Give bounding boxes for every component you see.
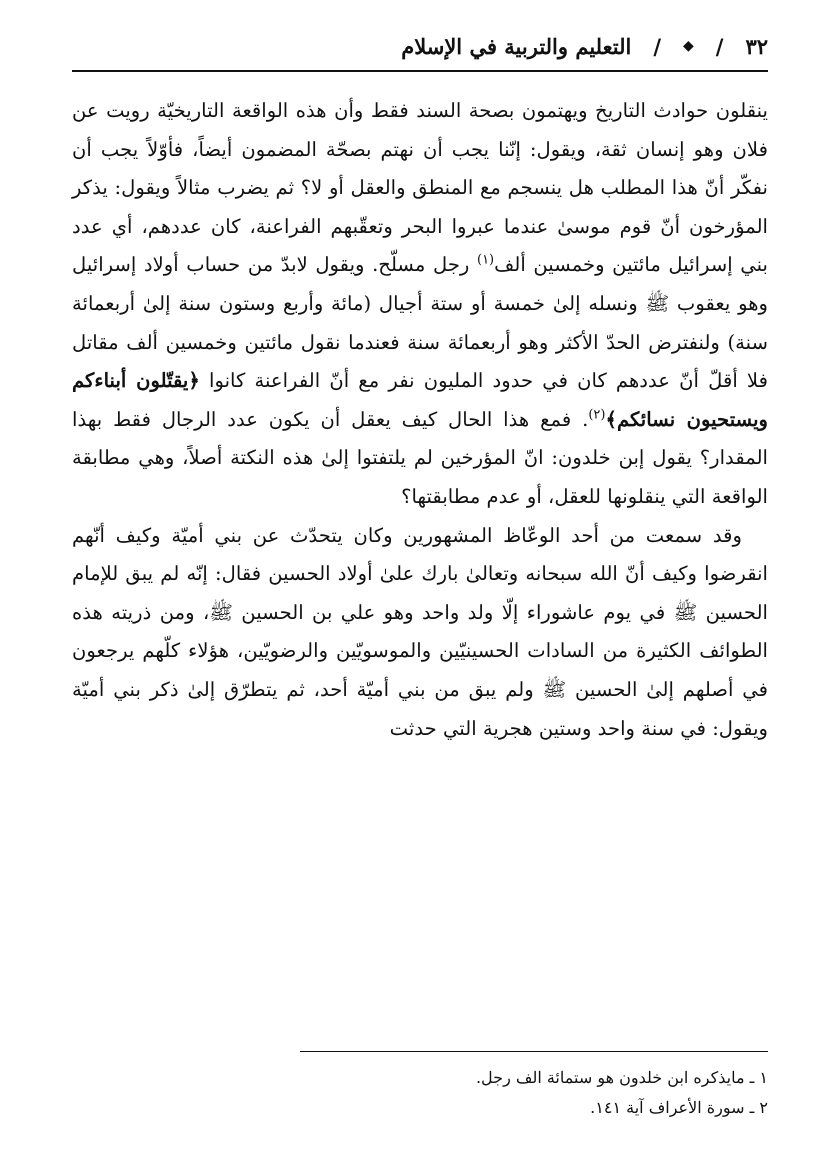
footnotes (72, 1063, 768, 1123)
page-number: ٣٢ (745, 33, 768, 59)
main-text (72, 92, 768, 748)
header-separator: / (653, 33, 661, 59)
text-run: ينقلون حوادث التاريخ ويهتمون بصحة السند فقط وأن هذه الواقعة التاريخيّة رويت عن فلان وهو إنسان ثقة، ويقول: إنّنا يجب أن نهتم بصحّة المضمون أيضاً، فأوّلاً يجب أن نفكّر أنّ هذا المطلب هل ينسجم مع المنطق والعقل أو لا؟ ثم يضرب مثالاً ويقول: يذكر المؤرخون أنّ قوم موسىٰ عندما عبروا البحر وتعقّبهم الفراعنة، كان عددهم، أي عدد بني إسرائيل مائتين وخمسين ألف (72, 99, 768, 277)
footnote-ref: (٢) (588, 407, 606, 423)
text-run: رجل مسلّح. ويقول لابدّ من حساب أولاد إسرائيل وهو يعقوب ﷺ ونسله إلىٰ خمسة أو ستة أجيال (مائة وأربع وستون سنة إلىٰ أربعمائة سنة) ولنفترض الحدّ الأكثر وهو أربعمائة سنة فعندما نقول مائتين وخمسين ألف مقاتل فلا أقلّ أنّ عددهم كان في حدود المليون نفر مع أنّ الفراعنة كانوا (72, 253, 768, 393)
book-title: التعليم والتربية في الإسلام (401, 33, 632, 59)
diamond-ornament-icon: ◆ (682, 38, 694, 54)
quran-quote: ﴿يقتّلون أبناءكم ويستحيون نسائكم﴾ (72, 369, 769, 431)
footnote: ١ ـ مايذكره ابن خلدون هو ستمائة الف رجل. (475, 1068, 768, 1087)
text-run: . فمع هذا الحال كيف يعقل أن يكون عدد الرجال فقط بهذا المقدار؟ يقول إبن خلدون: انّ المؤرخين لم يلتفتوا إلىٰ هذه النكتة أصلاً، وهي مطابقة الواقعة التي ينقلونها للعقل، أو عدم مطابقتها؟ (72, 407, 768, 508)
running-header (72, 28, 768, 64)
header-rule (72, 70, 768, 72)
paragraph (72, 92, 768, 517)
paragraph: وقد سمعت من أحد الوعّاظ المشهورين وكان يتحدّث عن بني أميّة وكيف أنّهم انقرضوا وكيف أنّ الله سبحانه وتعالىٰ بارك علىٰ أولاد الحسين فقال: إنّه لم يبق للإمام الحسين ﷺ في يوم عاشوراء إلّا ولد واحد وهو علي بن الحسين ﷺ، ومن ذريته هذه الطوائف الكثيرة من السادات الحسينيّين والموسويّين والرضويّين، هؤلاء كلّهم يرجعون في أصلهم إلىٰ الحسين ﷺ ولم يبق من بني أميّة أحد، ثم يتطرّق إلىٰ ذكر بني أميّة ويقول: في سنة واحد وستين هجرية التي حدثت (72, 523, 768, 740)
footnote-ref: (١) (476, 252, 495, 268)
footnote: ٢ ـ سورة الأعراف آية ١٤١. (590, 1098, 768, 1117)
header-separator: / (715, 33, 724, 59)
footnote-rule (300, 1051, 768, 1052)
